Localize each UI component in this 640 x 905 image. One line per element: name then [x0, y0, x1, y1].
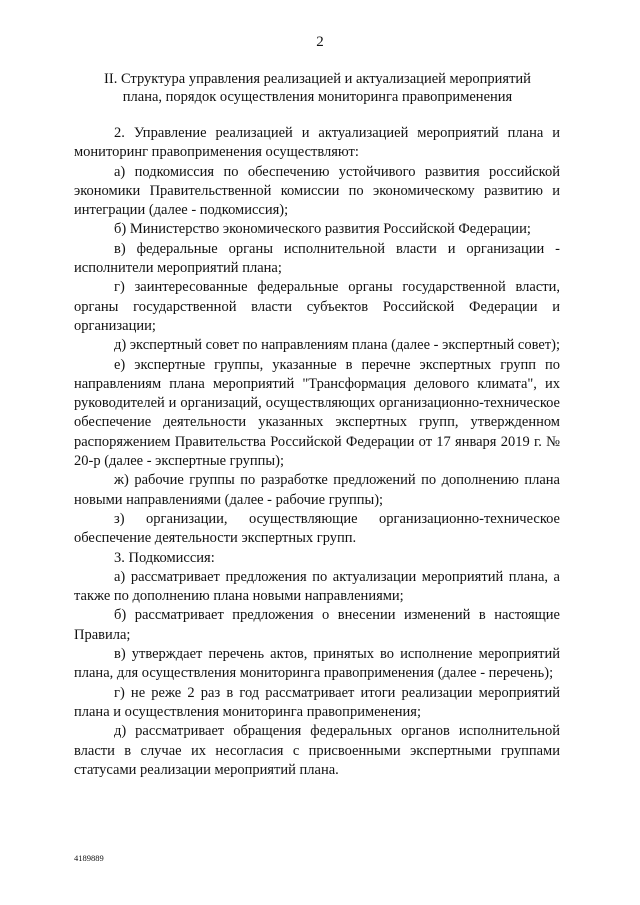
paragraph-item-2g: г) заинтересованные федеральные органы государственной власти, органы государственной власти субъектов Российской Федерации и организации; [74, 279, 560, 334]
paragraph-item-2a: а) подкомиссия по обеспечению устойчивого развития российской экономики Правительственной комиссии по экономическому развитию и интеграции (далее - подкомиссия); [74, 163, 560, 219]
document-code: 4189889 [74, 853, 104, 863]
paragraph-item-2b: б) Министерство экономического развития Российской Федерации; [114, 221, 531, 238]
paragraph-item-3: 3. Подкомиссия: [114, 549, 215, 566]
section-title-line-2: плана, порядок осуществления мониторинга правоприменения [122, 89, 513, 105]
paragraph-item-2z: з) организации, осуществляющие организационно-техническое обеспечение деятельности экспертных групп. [74, 510, 560, 547]
paragraph-item-2zh: ж) рабочие группы по разработке предложений по дополнению плана новыми направлениями (далее - рабочие группы); [74, 472, 560, 508]
section-title [75, 70, 560, 106]
paragraph-item-2e: е) экспертные группы, указанные в перечне экспертных групп по направлениям плана мероприятий "Трансформация делового климата", их руководителей и организаций, осуществляющих организационно-техническое обеспечение деятельности указанных экспертных групп, утвержденном распоряжением Правительства Российской Федерации от 17 января 2019 г. № 20-р (далее - экспертные группы); [74, 356, 560, 470]
page-number: 2 [316, 34, 324, 50]
paragraph-item-3a: а) рассматривает предложения по актуализации мероприятий плана, а также по дополнению плана новыми направлениями; [74, 568, 560, 605]
paragraph-item-3d: д) рассматривает обращения федеральных органов исполнительной власти в случае их несогласия с присвоенными экспертными группами статусами реализации мероприятий плана. [74, 723, 560, 778]
document-body [74, 124, 560, 780]
paragraph-item-3v: в) утверждает перечень актов, принятых во исполнение мероприятий плана, для осуществления мониторинга правоприменения (далее - перечень); [74, 646, 560, 682]
paragraph-item-2d: д) экспертный совет по направлениям плана (далее - экспертный совет); [114, 337, 561, 354]
paragraph-item-2v: в) федеральные органы исполнительной власти и организации - исполнители мероприятий плана; [74, 240, 560, 277]
section-title-line-1: II. Структура управления реализацией и актуализацией мероприятий [104, 71, 531, 87]
paragraph-item-3g: г) не реже 2 раз в год рассматривает итоги реализации мероприятий плана и осуществления мониторинга правоприменения; [74, 684, 560, 720]
paragraph-item-3b: б) рассматривает предложения о внесении изменений в настоящие Правила; [74, 607, 560, 643]
paragraph-item-2: 2. Управление реализацией и актуализацией мероприятий плана и мониторинг правоприменения осуществляют: [74, 125, 560, 161]
